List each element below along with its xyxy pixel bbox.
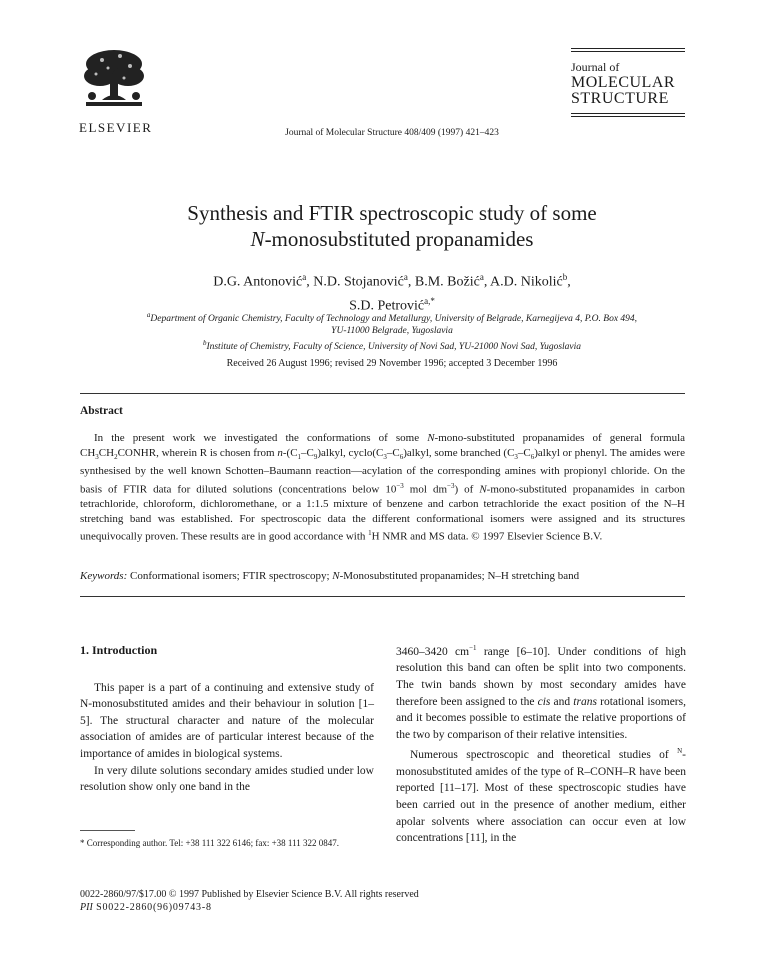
footnote-rule	[80, 830, 135, 831]
divider-bottom	[80, 596, 685, 597]
abstract-heading: Abstract	[80, 405, 123, 417]
elsevier-tree-logo	[80, 46, 148, 112]
affiliation-a-cont: YU-11000 Belgrade, Yugoslavia	[331, 326, 453, 337]
authors-line-1: D.G. Antonović$^a$, N.D. Stojanović$^a$, B.M. Božić$^a$, A.D. Nikolić$^b$,	[213, 272, 571, 290]
affiliations	[0, 309, 768, 353]
pii-line: PII S0022-2860(96)09743-8	[80, 902, 212, 913]
publisher-name: ELSEVIER	[79, 120, 153, 135]
left-column	[80, 642, 374, 796]
affiliation-b: $^b$Institute of Chemistry, Faculty of Science, University of Novi Sad, YU-21000 Novi Sad, Yugoslavia	[202, 339, 582, 353]
tree-logo-icon	[80, 46, 148, 112]
journal-structure: STRUCTURE	[571, 90, 669, 107]
abstract-body: In the present work we investigated the conformations of some N-mono-substituted propanamides of general formula $CH_3CH_2CONHR$, wherein R is chosen from $n-(C_1-C_9)alkyl$, $cyclo(C_3-C_6)alkyl$, some branched $(C_3-C_6)alkyl$ or phenyl. The amides were synthesised by the well known Schotten–Baumann reaction—acylation of the corresponding amines with propionyl chloride. On the basis of FTIR data for diluted solutions (concentrations below $10^{-3}$ mol $dm^{-3}$) of N-mono-substituted propanamides in carbon tetrachloride, chloroform, dichloromethane, or a 1:1.5 mixture of benzene and carbon tetrachloride the exact position of the N–H stretching band was established. For spectroscopic data the different conformational isomers were assigned and its structures unequivocally proven. These results are in good accordance with $^1$H NMR and MS data. © 1997 Elsevier Science B.V.	[80, 432, 686, 544]
journal-molecular: MOLECULAR	[571, 74, 676, 91]
right-column	[396, 640, 686, 847]
right-paragraph-2: Numerous spectroscopic and theoretical studies of $^N$-monosubstituted amides of the type of R–CONH–R have been reported [11–17]. Most of these spectroscopic studies have been carried out in the presence of another medium, either apolar solvents where association can occur even at low concentrations [11], in the	[396, 747, 686, 845]
journal-of: Journal of	[571, 60, 620, 74]
title-line-2: N-monosubstituted propanamides	[250, 227, 534, 251]
keywords: Keywords: Conformational isomers; FTIR spectroscopy; N-Monosubstituted propanamides; N–H stretching band	[80, 570, 580, 582]
title-line-1: Synthesis and FTIR spectroscopic study of some	[187, 201, 597, 225]
masthead-rule-top-thin	[571, 51, 685, 52]
intro-paragraph-1: This paper is a part of a continuing and extensive study of N-monosubstituted amides and their behaviour in solution [1–5]. The structural character and nature of the molecular association of amides are of particular interest because of the importance of amides in biological systems.	[80, 681, 374, 760]
journal-masthead	[571, 48, 685, 117]
authors-line-2: S.D. Petrović$^{a,*}$	[349, 295, 435, 314]
masthead-rule-bottom-thin	[571, 116, 685, 117]
divider-top	[80, 393, 685, 394]
affiliation-a: $^a$Department of Organic Chemistry, Faculty of Technology and Metallurgy, University of Belgrade, Karnegijeva 4, P.O. Box 494,	[146, 311, 638, 325]
right-paragraph-1: 3460–3420 $cm^{-1}$ range [6–10]. Under conditions of high resolution this band can often be split into two components. The twin bands shown by most secondary amides have therefore been assigned to the cis and trans rotational isomers, and it becomes possible to estimate the relative proportions of the two by comparison of their relative intensities.	[396, 644, 686, 741]
copyright-block	[80, 888, 419, 914]
intro-paragraph-2: In very dilute solutions secondary amides studied under low resolution show only one band in the	[80, 764, 374, 794]
copyright-line: 0022-2860/97/$17.00 © 1997 Published by Elsevier Science B.V. All rights reserved	[80, 889, 419, 900]
journal-citation: Journal of Molecular Structure 408/409 (1997) 421–423	[285, 128, 499, 138]
section-heading-introduction: 1. Introduction	[80, 643, 158, 657]
masthead-rule-bottom	[571, 113, 685, 114]
footnote: * Corresponding author. Tel: +38 111 322 6146; fax: +38 111 322 0847.	[80, 838, 340, 848]
received-dates: Received 26 August 1996; revised 29 November 1996; accepted 3 December 1996	[226, 358, 558, 369]
masthead-rule-top	[571, 48, 685, 49]
article-title	[0, 200, 768, 252]
